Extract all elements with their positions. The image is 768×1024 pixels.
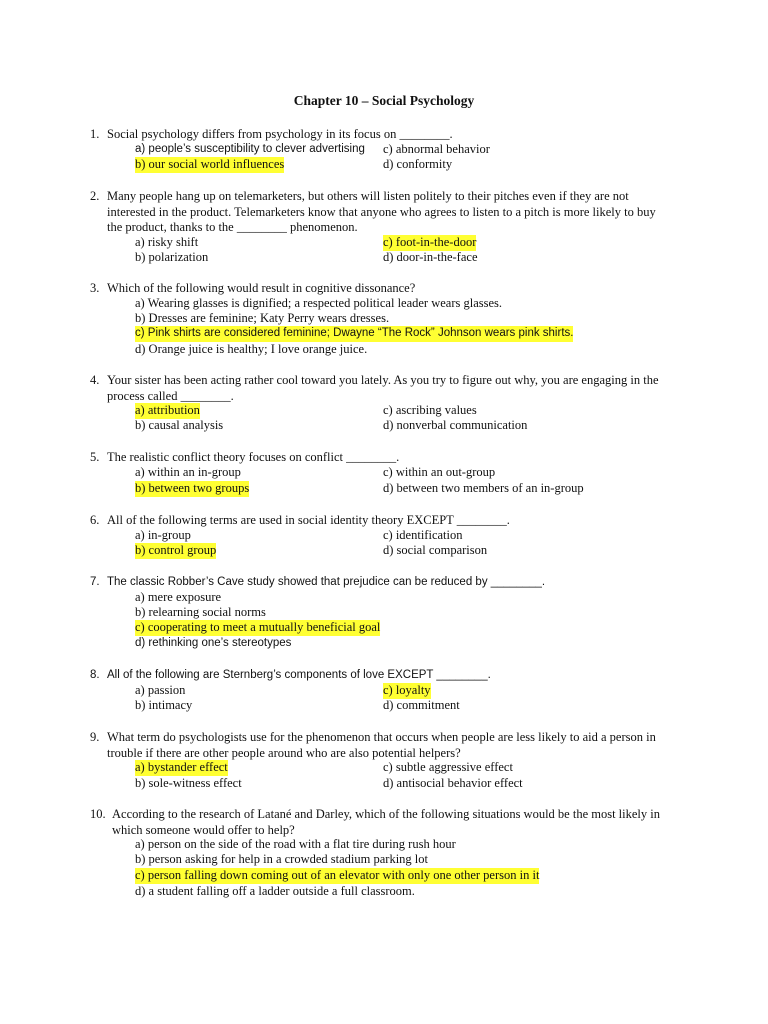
question-number: 6. xyxy=(90,513,100,527)
question-number: 5. xyxy=(90,450,100,464)
option-b-correct: b) control group xyxy=(135,543,217,557)
option-d: d) conformity xyxy=(383,157,453,171)
option-b: b) polarization xyxy=(135,250,209,264)
option-c-correct: c) person falling down coming out of an elevator with only one other person in it xyxy=(135,868,540,882)
option-d: d) a student falling off a ladder outside a full classroom. xyxy=(135,884,415,898)
question-number: 4. xyxy=(90,373,100,387)
question-stem: According to the research of Latané and Darley, which of the following situations would be the most likely in which someone would offer to help? xyxy=(112,807,660,837)
option-c-correct: c) Pink shirts are considered feminine; Dwayne “The Rock” Johnson wears pink shirts. xyxy=(135,326,573,342)
option-b: b) relearning social norms xyxy=(135,605,266,619)
option-b: b) sole-witness effect xyxy=(135,776,242,790)
question-number: 8. xyxy=(90,669,100,681)
question-stem: Social psychology differs from psychology in its focus on ________. xyxy=(107,127,453,141)
option-d: d) door-in-the-face xyxy=(383,250,478,264)
page-title: Chapter 10 – Social Psychology xyxy=(293,93,475,108)
option-b: b) causal analysis xyxy=(135,418,224,432)
question-number: 2. xyxy=(90,189,100,203)
option-c: c) ascribing values xyxy=(383,403,477,417)
option-b: b) intimacy xyxy=(135,698,193,712)
question-stem: Your sister has been acting rather cool toward you lately. As you try to figure out why, you are engaging in the process called ________. xyxy=(107,373,659,403)
option-d: d) commitment xyxy=(383,698,460,712)
option-d: d) Orange juice is healthy; I love orange juice. xyxy=(135,342,368,356)
question-stem: What term do psychologists use for the phenomenon that occurs when people are less likely to aid a person in trouble if there are other people around who are also potential helpers? xyxy=(107,730,656,760)
option-d: d) rethinking one’s stereotypes xyxy=(135,637,292,649)
option-c: c) identification xyxy=(383,528,463,542)
question-number: 10. xyxy=(90,807,106,821)
question-number: 1. xyxy=(90,127,100,141)
question-stem: Which of the following would result in cognitive dissonance? xyxy=(107,281,416,295)
option-a: a) in-group xyxy=(135,528,191,542)
option-d: d) nonverbal communication xyxy=(383,418,528,432)
question-stem: All of the following are Sternberg’s components of love EXCEPT ________. xyxy=(107,669,491,681)
option-c: c) subtle aggressive effect xyxy=(383,760,513,774)
option-d: d) antisocial behavior effect xyxy=(383,776,523,790)
question-stem: The realistic conflict theory focuses on conflict ________. xyxy=(107,450,400,464)
option-d: d) social comparison xyxy=(383,543,488,557)
question-stem: All of the following terms are used in social identity theory EXCEPT ________. xyxy=(107,513,510,527)
question-number: 7. xyxy=(90,576,100,588)
option-d: d) between two members of an in-group xyxy=(383,481,584,495)
option-c-correct: c) loyalty xyxy=(383,683,431,697)
option-c: c) within an out-group xyxy=(383,465,496,479)
option-c-correct: c) foot-in-the-door xyxy=(383,235,477,249)
question-stem: The classic Robber’s Cave study showed that prejudice can be reduced by ________. xyxy=(107,576,546,588)
question-stem: Many people hang up on telemarketers, but others will listen politely to their pitches even if they are not interested in the product. Telemarketers know that anyone who agrees to listen to a pitch is more likely to buy the product, thanks to the ________ phenomenon. xyxy=(107,189,656,234)
option-a: a) mere exposure xyxy=(135,590,222,604)
option-b: b) Dresses are feminine; Katy Perry wears dresses. xyxy=(135,311,390,325)
option-c-correct: c) cooperating to meet a mutually beneficial goal xyxy=(135,620,381,634)
question-number: 9. xyxy=(90,730,100,744)
option-a: a) passion xyxy=(135,683,186,697)
option-a: a) person on the side of the road with a flat tire during rush hour xyxy=(135,837,456,851)
option-a-correct: a) attribution xyxy=(135,403,200,417)
option-b-correct: b) between two groups xyxy=(135,481,250,495)
option-c: c) abnormal behavior xyxy=(383,142,490,156)
option-a: a) risky shift xyxy=(135,235,199,249)
option-b: b) person asking for help in a crowded stadium parking lot xyxy=(135,852,428,866)
option-a: a) Wearing glasses is dignified; a respected political leader wears glasses. xyxy=(135,296,503,310)
option-a: a) people’s susceptibility to clever advertising xyxy=(135,143,365,155)
option-a: a) within an in-group xyxy=(135,465,241,479)
option-a-correct: a) bystander effect xyxy=(135,760,228,774)
question-number: 3. xyxy=(90,281,100,295)
option-b-correct: b) our social world influences xyxy=(135,157,285,171)
